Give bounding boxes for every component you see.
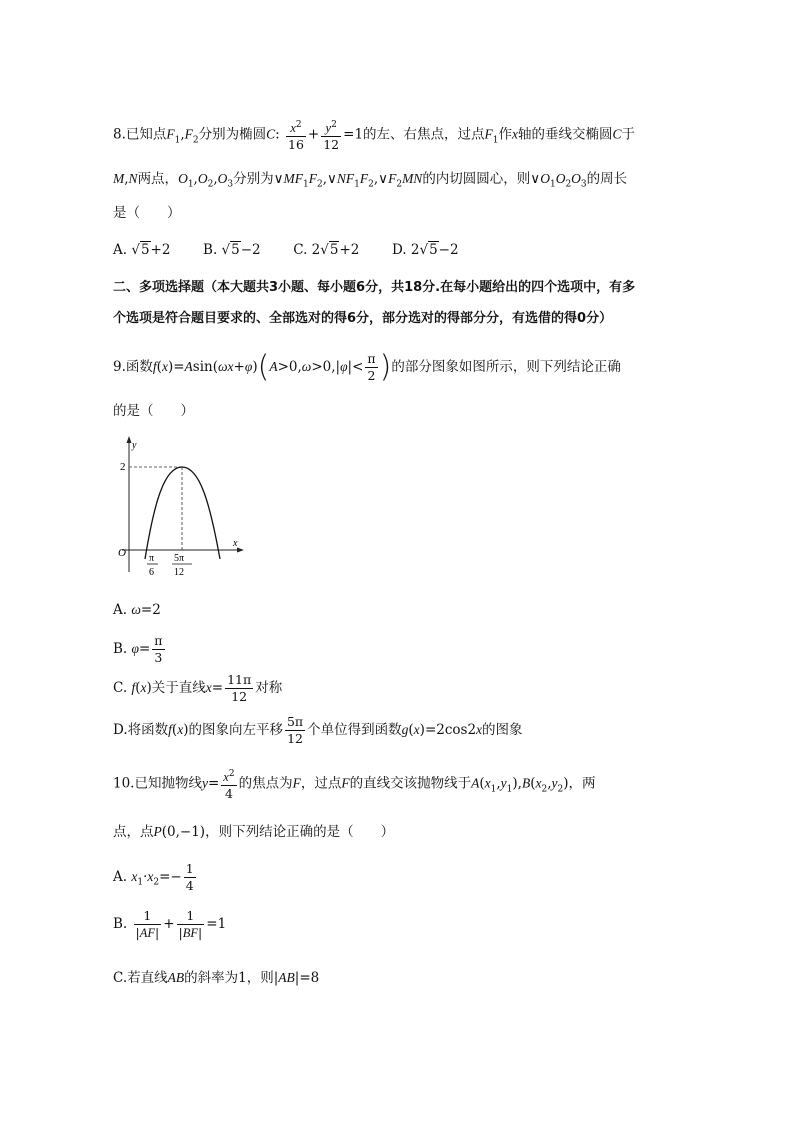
- section2-line1: 二、多项选择题（本大题共3小题、每小题6分，共18分.在每小题给出的四个选项中，有多: [113, 280, 636, 295]
- q8-line2: M,N两点，$O_1,O_2,O_3$分别为$\vee MF_1F_2,\vee NF_1F_2,\vee F_2MN$的内切圆圆心，则$\vee O_1O_2O_3$的周长: [113, 171, 628, 190]
- q10-option-a: A. $x_1\cdot x_2=-$ $\frac{1}{4}$: [113, 861, 194, 893]
- q9-option-d: D.将函数f(x)的图象向左平移 $\frac{5\pi}{12}$ 个单位得到函数g(x)=2cos2x的图象: [113, 714, 523, 746]
- x-tick-pi-6: [147, 553, 158, 578]
- q8-line3: 是（ ）: [113, 205, 181, 221]
- y-axis-arrow: [127, 436, 132, 443]
- x-tick-5pi-12: [172, 553, 192, 578]
- svg-text:π: π: [149, 553, 155, 564]
- svg-text:5π: 5π: [174, 553, 185, 564]
- y-axis-label: y: [132, 440, 137, 451]
- q9-option-c: C. f(x)关于直线x= $\frac{11\pi}{12}$ 对称: [113, 672, 283, 704]
- q8-option-a: A. √5+2: [113, 242, 171, 258]
- q8-option-c: C. 2√5+2: [293, 242, 360, 258]
- q9-line2: 的是（ ）: [113, 403, 194, 419]
- svg-text:6: 6: [149, 567, 154, 578]
- q8-line1: 8.已知点$F_1,F_2$分别为椭圆C: $\frac{x^2}{16}$ + $\frac{y^2}{12}$ =1的左、右焦点，过点$F_1$作x轴的垂线交椭圆C于: [113, 120, 636, 153]
- q8-options: [113, 244, 459, 258]
- sine-curve: [145, 467, 220, 559]
- q8-option-d: D. 2√5−2: [391, 242, 459, 258]
- q10-line1: 10.已知抛物线y= $\frac{x^2}{4}$ 的焦点为F，过点F的直线交该抛物线于$A(x_1,y_1),B(x_2,y_2)$，两: [113, 769, 596, 802]
- q10-line2: 点，点P(0,−1)，则下列结论正确的是（ ）: [113, 824, 395, 840]
- origin-label: O: [118, 547, 126, 559]
- q10-option-c: C.若直线AB的斜率为1，则|AB|=8: [113, 970, 320, 986]
- x-axis-label: x: [233, 538, 238, 549]
- q9-line1: 9.函数f(x)=Asin(ωx+φ)(A>0,ω>0,|φ|< $\frac{\pi}{2}$ )的部分图象如图所示，则下列结论正确: [113, 349, 621, 385]
- x-axis-arrow: [237, 548, 244, 553]
- q9-option-b: B. φ= $\frac{\pi}{3}$: [113, 633, 163, 665]
- svg-text:12: 12: [174, 567, 184, 578]
- q10-option-b: B. $\frac{1}{|AF|}$ + $\frac{1}{|BF|}$ =1: [113, 908, 227, 940]
- q8-option-b: B. √5−2: [203, 242, 261, 258]
- q9-function-graph: [112, 434, 252, 584]
- section2-line2: 个选项是符合题目要求的、全部选对的得6分，部分选对的得部分分，有选借的得0分）: [113, 311, 613, 326]
- q9-option-a: A. ω=2: [113, 602, 161, 618]
- y-tick-2: 2: [120, 461, 126, 473]
